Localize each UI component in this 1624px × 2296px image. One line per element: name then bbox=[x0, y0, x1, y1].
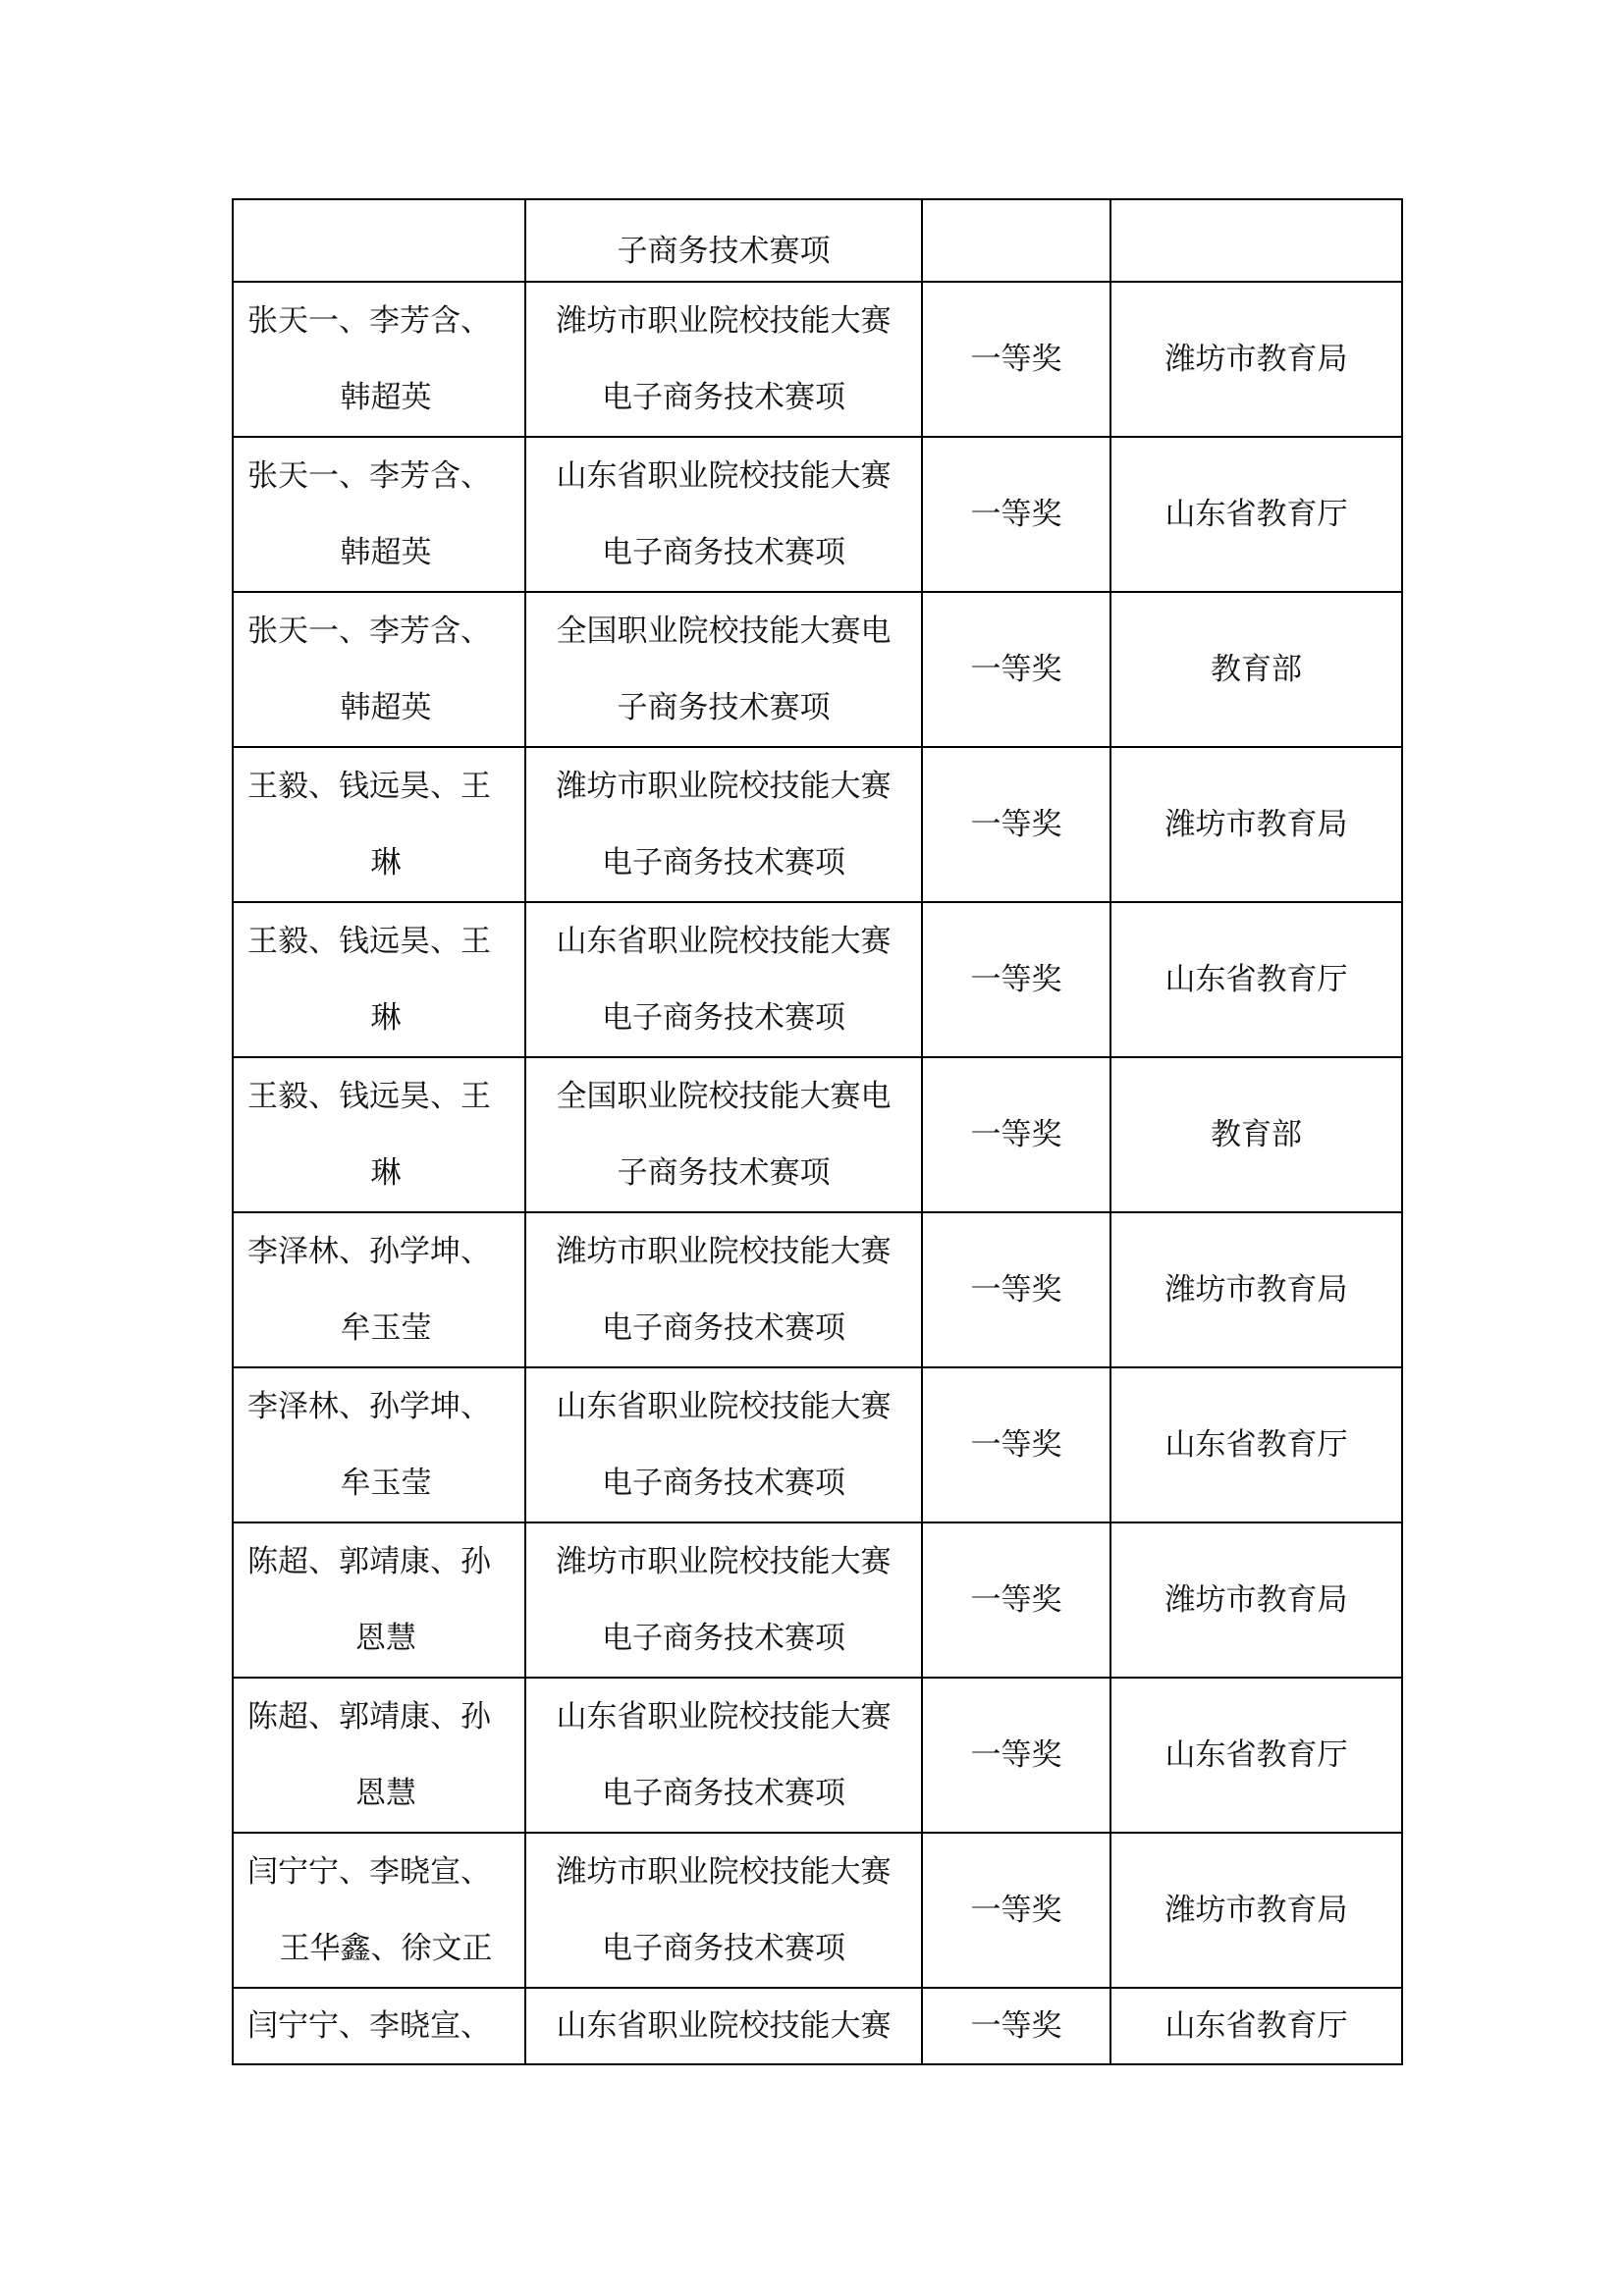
winner-names-line1: 王毅、钱远昊、王 bbox=[247, 769, 491, 804]
competition-cell bbox=[525, 199, 922, 282]
award-level-cell bbox=[922, 1833, 1110, 1988]
organizer: 山东省教育厅 bbox=[1164, 1427, 1348, 1463]
competition-cell bbox=[525, 282, 922, 437]
organizer-cell bbox=[1110, 1367, 1402, 1522]
organizer: 山东省教育厅 bbox=[1164, 2008, 1348, 2044]
award-level-cell bbox=[922, 1367, 1110, 1522]
organizer: 潍坊市教育局 bbox=[1164, 1272, 1348, 1308]
organizer-cell bbox=[1110, 282, 1402, 437]
table-row bbox=[233, 1057, 1402, 1212]
winner-names-cell bbox=[233, 199, 525, 282]
competition-name-line1: 山东省职业院校技能大赛 bbox=[556, 1389, 892, 1424]
competition-name-line1: 潍坊市职业院校技能大赛 bbox=[556, 1544, 892, 1579]
table-row bbox=[233, 282, 1402, 437]
winner-names-line1: 闫宁宁、李晓宣、 bbox=[247, 2008, 491, 2044]
winner-names-cell bbox=[233, 902, 525, 1057]
competition-cell bbox=[525, 1057, 922, 1212]
award-level-cell bbox=[922, 1057, 1110, 1212]
winner-names-cell bbox=[233, 1367, 525, 1522]
table-row bbox=[233, 592, 1402, 747]
competition-cell bbox=[525, 1212, 922, 1367]
competition-name-line1: 潍坊市职业院校技能大赛 bbox=[556, 303, 892, 339]
organizer-cell bbox=[1110, 1833, 1402, 1988]
organizer: 潍坊市教育局 bbox=[1164, 1893, 1348, 1928]
organizer-cell bbox=[1110, 1212, 1402, 1367]
winner-names-line1: 王毅、钱远昊、王 bbox=[247, 924, 491, 959]
competition-name-line1: 潍坊市职业院校技能大赛 bbox=[556, 1234, 892, 1269]
organizer-cell bbox=[1110, 592, 1402, 747]
competition-name-line1: 山东省职业院校技能大赛 bbox=[556, 458, 892, 494]
winner-names-cell bbox=[233, 1988, 525, 2064]
award-level-cell bbox=[922, 747, 1110, 902]
organizer-cell bbox=[1110, 902, 1402, 1057]
award-level-cell bbox=[922, 902, 1110, 1057]
competition-cell bbox=[525, 1678, 922, 1833]
organizer: 山东省教育厅 bbox=[1164, 1737, 1348, 1773]
organizer-cell bbox=[1110, 747, 1402, 902]
organizer-cell bbox=[1110, 1678, 1402, 1833]
competition-cell bbox=[525, 437, 922, 592]
award-level-cell bbox=[922, 1522, 1110, 1678]
winner-names-cell bbox=[233, 592, 525, 747]
award-level: 一等奖 bbox=[970, 342, 1062, 377]
winner-names-line1: 陈超、郭靖康、孙 bbox=[247, 1699, 491, 1735]
organizer: 潍坊市教育局 bbox=[1164, 342, 1348, 377]
competition-cell bbox=[525, 592, 922, 747]
winner-names-cell bbox=[233, 1212, 525, 1367]
winner-names-cell bbox=[233, 282, 525, 437]
competition-name-line2: 电子商务技术赛项 bbox=[602, 1776, 845, 1811]
competition-name-line2: 电子商务技术赛项 bbox=[602, 535, 845, 570]
competition-name-line2: 电子商务技术赛项 bbox=[602, 1621, 845, 1656]
winner-names-cell bbox=[233, 1057, 525, 1212]
competition-cell bbox=[525, 1988, 922, 2064]
winner-names-line2: 韩超英 bbox=[340, 380, 432, 415]
award-level: 一等奖 bbox=[970, 1427, 1062, 1463]
table-row bbox=[233, 1678, 1402, 1833]
competition-name-line1: 全国职业院校技能大赛电 bbox=[556, 1079, 892, 1114]
table-row bbox=[233, 1988, 1402, 2064]
award-level-cell bbox=[922, 282, 1110, 437]
award-level-cell bbox=[922, 592, 1110, 747]
award-table bbox=[232, 198, 1403, 2065]
winner-names-line1: 陈超、郭靖康、孙 bbox=[247, 1544, 491, 1579]
table-row bbox=[233, 437, 1402, 592]
award-level: 一等奖 bbox=[970, 1582, 1062, 1618]
competition-name-line2: 电子商务技术赛项 bbox=[602, 1931, 845, 1966]
organizer-cell bbox=[1110, 437, 1402, 592]
table-row bbox=[233, 747, 1402, 902]
winner-names-line1: 王毅、钱远昊、王 bbox=[247, 1079, 491, 1114]
competition-name-line2: 电子商务技术赛项 bbox=[602, 380, 845, 415]
organizer: 教育部 bbox=[1211, 1117, 1302, 1152]
winner-names-line2: 韩超英 bbox=[340, 535, 432, 570]
competition-name-line1: 潍坊市职业院校技能大赛 bbox=[556, 769, 892, 804]
competition-cell bbox=[525, 747, 922, 902]
winner-names-cell bbox=[233, 1833, 525, 1988]
winner-names-line2: 王华鑫、徐文正 bbox=[279, 1931, 493, 1966]
competition-name-line2: 电子商务技术赛项 bbox=[602, 1000, 845, 1036]
competition-cell bbox=[525, 1522, 922, 1678]
organizer: 山东省教育厅 bbox=[1164, 962, 1348, 997]
award-level-cell bbox=[922, 437, 1110, 592]
winner-names-line2: 恩慧 bbox=[355, 1776, 416, 1811]
award-level: 一等奖 bbox=[970, 497, 1062, 532]
winner-names-line1: 闫宁宁、李晓宣、 bbox=[247, 1854, 491, 1890]
winner-names-line2: 韩超英 bbox=[340, 690, 432, 725]
competition-name-line2: 子商务技术赛项 bbox=[617, 690, 831, 725]
organizer-cell bbox=[1110, 1522, 1402, 1678]
competition-name-line1: 山东省职业院校技能大赛 bbox=[556, 924, 892, 959]
organizer-cell bbox=[1110, 1988, 1402, 2064]
award-level: 一等奖 bbox=[970, 2008, 1062, 2044]
table-row bbox=[233, 1212, 1402, 1367]
winner-names-line2: 琳 bbox=[370, 1155, 402, 1191]
award-level-cell bbox=[922, 1678, 1110, 1833]
award-level-cell bbox=[922, 1212, 1110, 1367]
organizer: 教育部 bbox=[1211, 652, 1302, 687]
award-level-cell bbox=[922, 1988, 1110, 2064]
organizer: 山东省教育厅 bbox=[1164, 497, 1348, 532]
competition-name-line2: 电子商务技术赛项 bbox=[602, 1310, 845, 1346]
winner-names-line2: 恩慧 bbox=[355, 1621, 416, 1656]
competition-name-line2: 电子商务技术赛项 bbox=[602, 845, 845, 881]
table-row bbox=[233, 902, 1402, 1057]
competition-name-line1: 山东省职业院校技能大赛 bbox=[556, 2008, 892, 2044]
table-row bbox=[233, 1833, 1402, 1988]
award-level: 一等奖 bbox=[970, 962, 1062, 997]
winner-names-cell bbox=[233, 1678, 525, 1833]
competition-name-line2: 电子商务技术赛项 bbox=[602, 1466, 845, 1501]
award-level: 一等奖 bbox=[970, 1117, 1062, 1152]
table-row bbox=[233, 1522, 1402, 1678]
table-row bbox=[233, 1367, 1402, 1522]
organizer-cell bbox=[1110, 1057, 1402, 1212]
award-level: 一等奖 bbox=[970, 652, 1062, 687]
winner-names-cell bbox=[233, 1522, 525, 1678]
competition-name-line2: 子商务技术赛项 bbox=[617, 1155, 831, 1191]
competition-name-line1: 潍坊市职业院校技能大赛 bbox=[556, 1854, 892, 1890]
winner-names-line1: 张天一、李芳含、 bbox=[247, 458, 491, 494]
competition-name-line2: 子商务技术赛项 bbox=[617, 234, 831, 269]
award-level: 一等奖 bbox=[970, 1893, 1062, 1928]
competition-cell bbox=[525, 1833, 922, 1988]
award-level-cell bbox=[922, 199, 1110, 282]
award-level: 一等奖 bbox=[970, 807, 1062, 842]
winner-names-line2: 琳 bbox=[370, 845, 402, 881]
winner-names-line2: 牟玉莹 bbox=[340, 1310, 432, 1346]
award-table-body bbox=[233, 199, 1402, 2064]
organizer: 潍坊市教育局 bbox=[1164, 807, 1348, 842]
award-level: 一等奖 bbox=[970, 1272, 1062, 1308]
winner-names-line1: 张天一、李芳含、 bbox=[247, 303, 491, 339]
winner-names-line1: 李泽林、孙学坤、 bbox=[247, 1234, 491, 1269]
competition-name-line1: 全国职业院校技能大赛电 bbox=[556, 614, 892, 649]
winner-names-line2: 牟玉莹 bbox=[340, 1466, 432, 1501]
winner-names-line2: 琳 bbox=[370, 1000, 402, 1036]
organizer-cell bbox=[1110, 199, 1402, 282]
winner-names-line1: 李泽林、孙学坤、 bbox=[247, 1389, 491, 1424]
award-level: 一等奖 bbox=[970, 1737, 1062, 1773]
competition-cell bbox=[525, 1367, 922, 1522]
competition-cell bbox=[525, 902, 922, 1057]
winner-names-cell bbox=[233, 747, 525, 902]
competition-name-line1: 山东省职业院校技能大赛 bbox=[556, 1699, 892, 1735]
table-row bbox=[233, 199, 1402, 282]
winner-names-line1: 张天一、李芳含、 bbox=[247, 614, 491, 649]
winner-names-cell bbox=[233, 437, 525, 592]
organizer: 潍坊市教育局 bbox=[1164, 1582, 1348, 1618]
